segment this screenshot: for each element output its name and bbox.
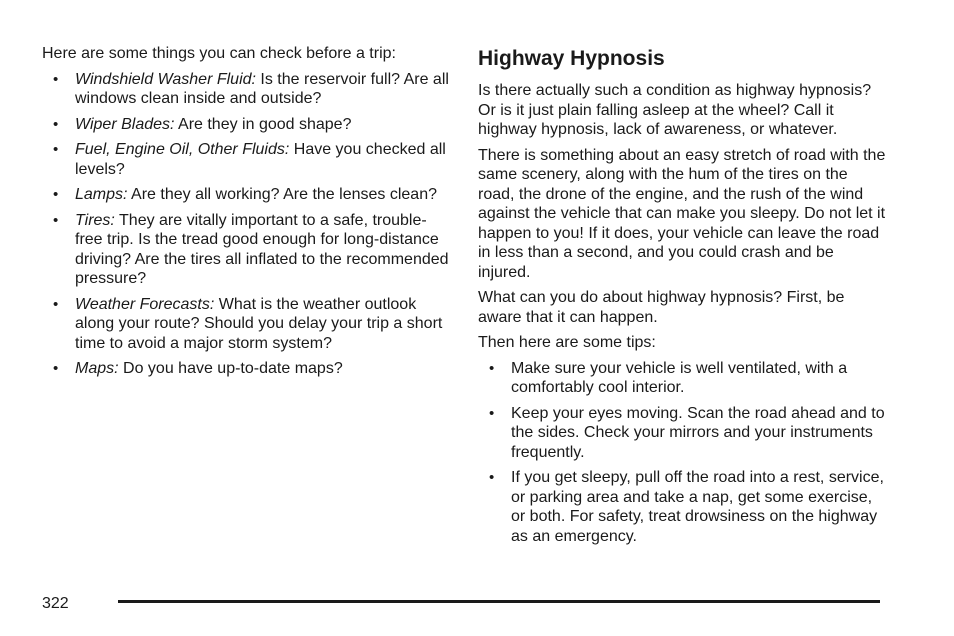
bullet-icon: • [53,186,59,203]
tip-text: If you get sleepy, pull off the road into a rest, service, or parking area and take a nap, get some exercise, or both. For safety, treat drowsiness on the highway as an emergency. [511,469,884,545]
item-lead: Lamps: [75,186,128,203]
bullet-icon: • [489,359,495,377]
list-item [42,211,452,289]
item-text: Are they all working? Are the lenses clean? [127,186,437,203]
paragraph: Then here are some tips: [478,334,656,351]
left-column [42,44,452,385]
tips-list [478,359,888,547]
paragraph: Is there actually such a condition as highway hypnosis? Or is it just plain falling asleep at the wheel? Call it highway hypnosis, lack of awareness, or whatever. [478,82,872,138]
tip-text: Make sure your vehicle is well ventilated, with a comfortably cool interior. [511,359,848,396]
item-lead: Maps: [75,360,119,377]
item-text: Do you have up-to-date maps? [118,360,343,377]
checklist-intro: Here are some things you can check before a trip: [42,45,396,62]
page-number: 322 [42,595,69,612]
item-text: Are they in good shape? [174,115,352,133]
tip-text: Keep your eyes moving. Scan the road ahead and to the sides. Check your mirrors and your instruments frequently. [511,404,885,461]
item-lead: Windshield Washer Fluid: [75,70,256,88]
list-item [42,140,452,179]
bullet-icon: • [53,115,59,133]
list-item [42,185,452,205]
bullet-icon: • [53,360,59,377]
list-item [42,295,452,354]
list-item [42,70,452,109]
bullet-icon: • [53,211,59,229]
bullet-icon: • [53,70,59,88]
bullet-icon: • [489,469,495,486]
bullet-icon: • [489,404,495,422]
item-text: Have you checked all levels? [75,141,446,178]
list-item [478,359,888,398]
item-lead: Wiper Blades: [75,115,175,133]
list-item [478,468,888,546]
list-item [478,404,888,463]
list-item [42,359,452,379]
trip-checklist [42,70,452,379]
item-text: Is the reservoir full? Are all windows clean inside and outside? [75,70,449,107]
bullet-icon: • [53,295,59,313]
item-lead: Fuel, Engine Oil, Other Fluids: [75,141,290,158]
item-text: What is the weather outlook along your route? Should you delay your trip a short time to avoid a major storm system? [75,295,443,352]
item-text: They are vitally important to a safe, trouble-free trip. Is the tread good enough for long-distance driving? Are the tires all inflated to the recommended pressure? [75,211,449,287]
paragraph: There is something about an easy stretch of road with the same scenery, along with the hum of the tires on the road, the drone of the engine, and the rush of the wind against the vehicle that can make you sleepy. Do not let it happen to you! If it does, your vehicle can leave the road in less than a second, and you could crash and be injured. [478,146,886,281]
item-lead: Weather Forecasts: [75,295,215,313]
item-lead: Tires: [75,211,115,229]
footer-rule [118,600,880,603]
right-column [478,44,888,552]
section-title: Highway Hypnosis [478,47,665,70]
list-item [42,115,452,135]
paragraph: What can you do about highway hypnosis? First, be aware that it can happen. [478,289,845,326]
bullet-icon: • [53,141,59,158]
